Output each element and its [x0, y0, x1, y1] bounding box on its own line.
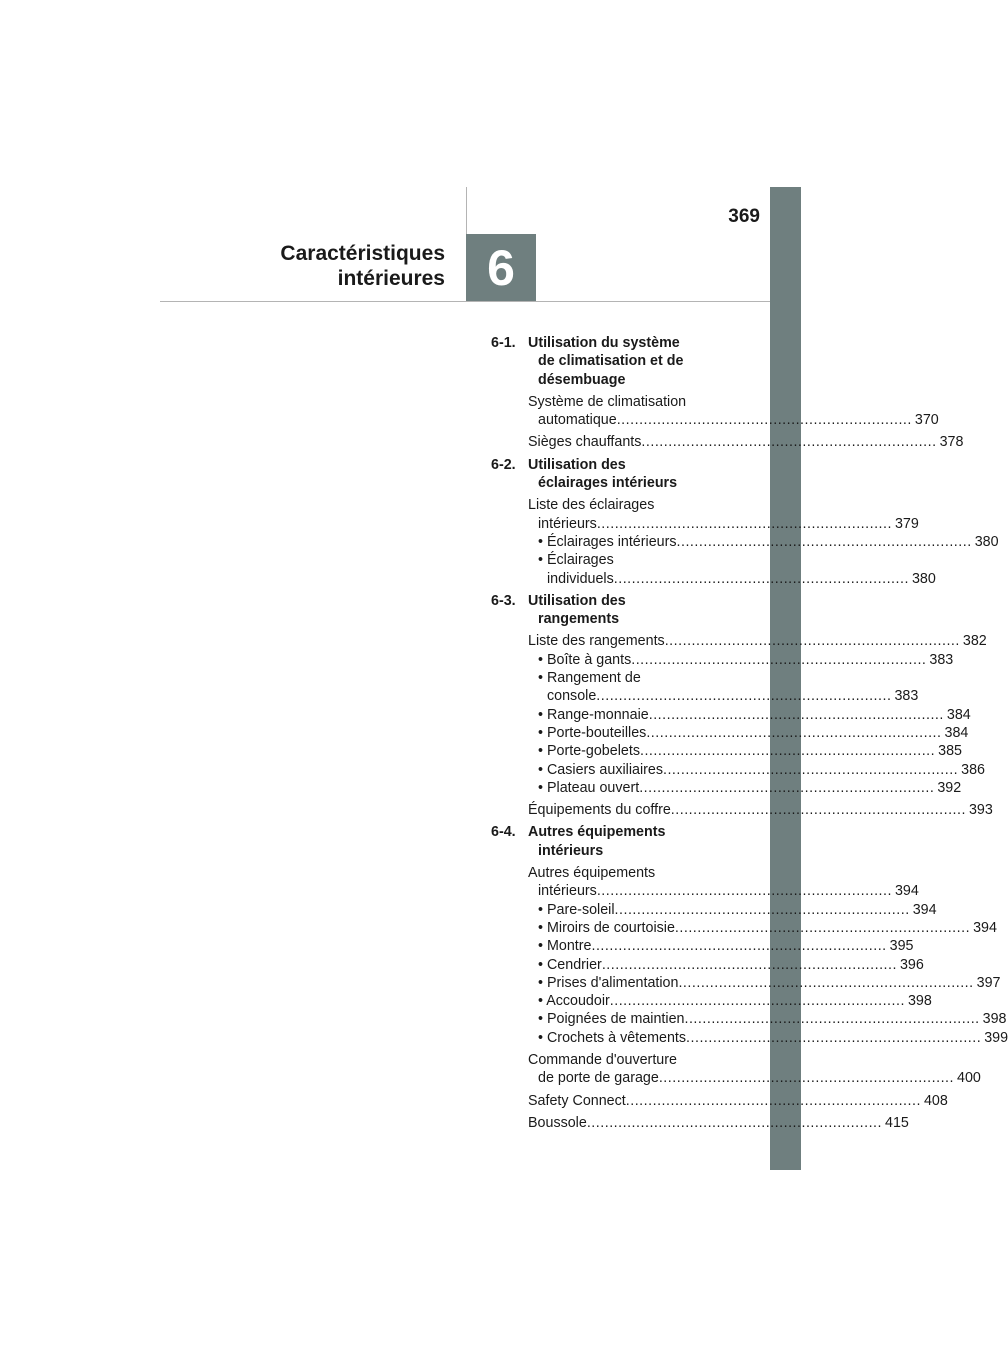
- leader-dots: ..................................................................: [616, 412, 912, 429]
- toc-entry-label: Liste des rangements: [528, 633, 665, 650]
- toc-entry-line: de porte de garage: [538, 1070, 659, 1087]
- leader-dots: ..................................................................: [614, 901, 910, 918]
- leader-dots: ..................................................................: [596, 883, 892, 900]
- leader-dots: ..................................................................: [596, 688, 892, 705]
- table-of-contents: [491, 334, 1008, 1136]
- leader-dots: ..................................................................: [596, 515, 892, 532]
- page-ref: 393: [968, 802, 993, 819]
- section-title-line: Utilisation du système: [528, 335, 680, 351]
- toc-entry[interactable]: [528, 1114, 909, 1132]
- page-ref: 385: [938, 743, 962, 760]
- header-divider-horizontal: [160, 301, 770, 302]
- section-heading[interactable]: [491, 334, 741, 389]
- section-number: 6-4.: [491, 824, 516, 841]
- section-heading[interactable]: [491, 823, 741, 860]
- toc-entry-line: Commande d'ouverture: [528, 1051, 677, 1068]
- leader-dots: ..................................................................: [631, 651, 927, 668]
- section-title-line: Utilisation des: [528, 456, 626, 473]
- section-number: 6-3.: [491, 592, 516, 609]
- toc-entry-line: intérieurs: [538, 883, 597, 900]
- toc-entry-label: • Accoudoir: [538, 993, 610, 1010]
- leader-dots: ..................................................................: [670, 802, 966, 819]
- page-ref: 383: [894, 688, 919, 705]
- toc-entry-label: • Prises d'alimentation: [538, 974, 679, 991]
- toc-entry-line: automatique: [538, 412, 617, 429]
- toc-entry-label: • Montre: [538, 938, 592, 955]
- toc-entry[interactable]: [528, 433, 964, 451]
- header-divider-vertical: [466, 187, 467, 234]
- chapter-title-line2: intérieures: [337, 267, 445, 290]
- toc-entry-line: individuels: [547, 570, 614, 587]
- page-ref: 380: [911, 570, 936, 587]
- page-ref: 394: [894, 883, 919, 900]
- page-ref: 384: [944, 724, 969, 741]
- toc-entry-label: • Pare-soleil: [538, 901, 615, 918]
- page-ref: 396: [899, 956, 924, 973]
- toc-entry-label: • Boîte à gants: [538, 651, 632, 668]
- toc-entry-group: [528, 632, 987, 797]
- leader-dots: ..................................................................: [601, 956, 897, 973]
- page-ref: 398: [907, 993, 932, 1010]
- toc-entry[interactable]: [528, 801, 993, 819]
- toc-entry-label: • Poignées de maintien: [538, 1011, 685, 1028]
- toc-entry[interactable]: [528, 1051, 981, 1088]
- leader-dots: ..................................................................: [609, 993, 905, 1010]
- page-ref: 383: [929, 651, 954, 668]
- section-title-line: Autres équipements: [528, 824, 666, 841]
- page-ref: 397: [976, 974, 1001, 991]
- page-ref: 382: [962, 633, 987, 650]
- section-heading[interactable]: [491, 456, 741, 493]
- toc-entry-label: Boussole: [528, 1114, 587, 1131]
- section-title-line: de climatisation et de: [538, 353, 684, 370]
- page-ref: 400: [957, 1070, 981, 1087]
- toc-entry-label: • Porte-gobelets: [538, 743, 640, 760]
- page-ref: 386: [961, 761, 986, 778]
- toc-entry-label: • Crochets à vêtements: [538, 1029, 687, 1046]
- section-title-line: Utilisation des: [528, 592, 626, 609]
- page-ref: 399: [984, 1029, 1008, 1046]
- leader-dots: ..................................................................: [639, 779, 935, 796]
- page-ref: 380: [974, 533, 999, 550]
- toc-entry-line[interactable]: Autres équipements: [528, 865, 656, 882]
- toc-entry-group: [528, 496, 999, 587]
- chapter-number-box: 6: [466, 234, 536, 301]
- toc-entry-label: • Éclairages intérieurs: [538, 533, 677, 550]
- toc-entry-line: console: [547, 688, 597, 705]
- toc-entry-label: • Porte-bouteilles: [538, 724, 647, 741]
- toc-entry[interactable]: [528, 393, 939, 430]
- toc-entry-label: • Cendrier: [538, 956, 602, 973]
- leader-dots: ..................................................................: [646, 724, 942, 741]
- toc-entry-label: • Plateau ouvert: [538, 779, 640, 796]
- page-ref: 398: [982, 1011, 1007, 1028]
- leader-dots: ..................................................................: [625, 1092, 921, 1109]
- section-title-line: désembuage: [538, 371, 626, 388]
- toc-entry-line[interactable]: • Rangement de: [538, 670, 641, 687]
- toc-entry-line: intérieurs: [538, 515, 597, 532]
- toc-entry-label: Équipements du coffre: [528, 802, 671, 819]
- page-ref: 379: [894, 515, 919, 532]
- page-ref: 384: [946, 706, 971, 723]
- leader-dots: ..................................................................: [678, 974, 974, 991]
- section-title-line: intérieurs: [538, 842, 604, 859]
- toc-entry[interactable]: [528, 1092, 948, 1110]
- section-number: 6-2.: [491, 456, 516, 473]
- section-title-line: rangements: [538, 611, 620, 628]
- leader-dots: ..................................................................: [639, 743, 936, 760]
- page-ref: 394: [912, 901, 937, 918]
- page-ref: 408: [923, 1092, 948, 1109]
- leader-dots: ..................................................................: [676, 533, 972, 550]
- leader-dots: ..................................................................: [613, 570, 909, 587]
- leader-dots: ..................................................................: [641, 434, 937, 451]
- leader-dots: ..................................................................: [684, 1011, 980, 1028]
- chapter-title-line1: Caractéristiques: [280, 242, 445, 265]
- toc-entry-group: [528, 864, 1008, 1047]
- toc-entry-label: • Miroirs de courtoisie: [538, 919, 675, 936]
- page-number: 369: [728, 206, 760, 227]
- page-ref: 395: [889, 938, 914, 955]
- chapter-title: [240, 241, 445, 291]
- page-ref: 370: [914, 412, 939, 429]
- toc-entry-line[interactable]: Liste des éclairages: [528, 497, 655, 514]
- section-title-line: éclairages intérieurs: [538, 475, 678, 492]
- toc-entry-label: • Casiers auxiliaires: [538, 761, 663, 778]
- page-ref: 415: [885, 1114, 909, 1131]
- page-ref: 392: [937, 779, 962, 796]
- leader-dots: ..................................................................: [586, 1114, 882, 1131]
- leader-dots: ..................................................................: [658, 1070, 954, 1087]
- section-heading[interactable]: [491, 592, 741, 629]
- toc-entry-label: Safety Connect: [528, 1092, 626, 1109]
- leader-dots: ..................................................................: [664, 633, 960, 650]
- section-number: 6-1.: [491, 335, 516, 351]
- toc-entry-line[interactable]: • Éclairages: [538, 552, 614, 569]
- page-ref: 394: [973, 919, 997, 936]
- page-ref: 378: [939, 434, 964, 451]
- leader-dots: ..................................................................: [674, 919, 971, 936]
- toc-entry-label: • Range-monnaie: [538, 706, 649, 723]
- leader-dots: ..................................................................: [591, 938, 887, 955]
- leader-dots: ..................................................................: [662, 761, 959, 778]
- leader-dots: ..................................................................: [686, 1029, 982, 1046]
- leader-dots: ..................................................................: [648, 706, 944, 723]
- toc-entry-line: Système de climatisation: [528, 393, 687, 410]
- toc-entry-label: Sièges chauffants: [528, 434, 642, 451]
